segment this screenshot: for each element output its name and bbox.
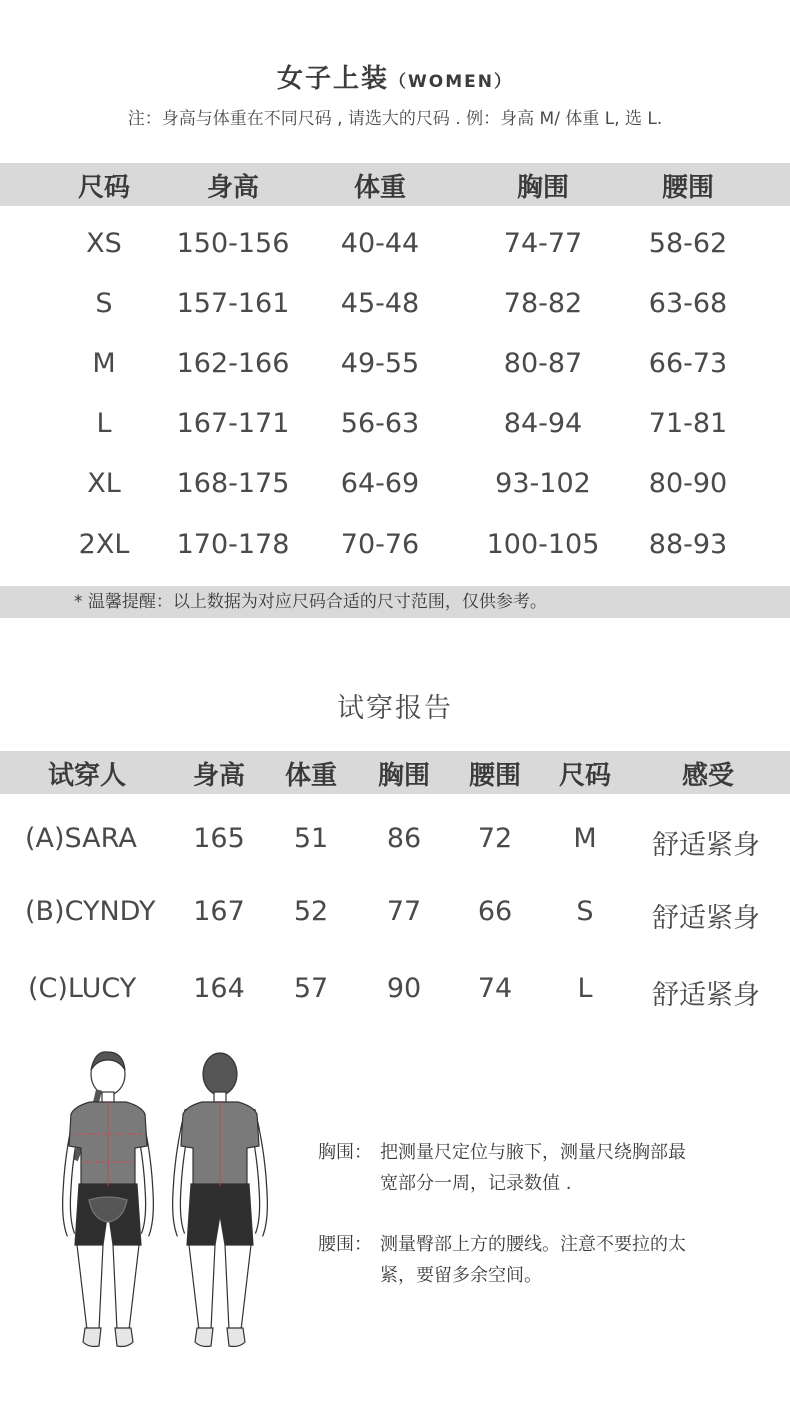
table-row xyxy=(0,288,790,322)
table-row xyxy=(0,228,790,262)
size-cell: L xyxy=(96,408,112,439)
feeling-cell: 舒适紧身 xyxy=(652,830,760,861)
figure-back-icon xyxy=(177,1053,264,1347)
waist-cell: 72 xyxy=(477,823,513,854)
size-header-chest: 胸围 xyxy=(516,173,570,203)
chest-cell: 100-105 xyxy=(486,529,600,560)
report-header-size: 尺码 xyxy=(558,761,612,791)
size-cell: XS xyxy=(86,228,122,259)
size-note: 注：身高与体重在不同尺码 , 请选大的尺码 . 例：身高 M/ 体重 L, 选 L. xyxy=(127,109,663,129)
weight-cell: 51 xyxy=(293,823,329,854)
table-row xyxy=(0,468,790,502)
waist-cell: 66 xyxy=(477,896,513,927)
title-main: 女子上装 xyxy=(277,64,390,94)
title-sub: （WOMEN） xyxy=(389,72,513,92)
table-row xyxy=(0,823,790,859)
weight-cell: 57 xyxy=(293,973,329,1004)
waist-cell: 80-90 xyxy=(648,468,728,499)
figure-front-icon xyxy=(67,1052,150,1347)
height-cell: 164 xyxy=(193,973,245,1004)
weight-cell: 52 xyxy=(293,896,329,927)
size-cell: XL xyxy=(87,468,121,499)
figures-illustration xyxy=(55,1050,285,1350)
reminder-text: * 温馨提醒：以上数据为对应尺码合适的尺寸范围，仅供参考。 xyxy=(74,592,547,612)
weight-cell: 49-55 xyxy=(340,348,420,379)
waist-cell: 66-73 xyxy=(648,348,728,379)
chest-cell: 93-102 xyxy=(495,468,591,499)
report-header-chest: 胸围 xyxy=(377,761,431,791)
size-header-height: 身高 xyxy=(206,173,260,203)
waist-cell: 74 xyxy=(477,973,513,1004)
size-header-waist: 腰围 xyxy=(661,173,715,203)
weight-cell: 70-76 xyxy=(340,529,420,560)
report-header-weight: 体重 xyxy=(284,761,338,791)
height-cell: 168-175 xyxy=(176,468,290,499)
chest-label: 胸围： xyxy=(318,1142,372,1163)
chest-cell: 74-77 xyxy=(503,228,583,259)
waist-description xyxy=(318,1229,768,1291)
page-title xyxy=(0,58,790,95)
weight-cell: 64-69 xyxy=(340,468,420,499)
chest-description xyxy=(318,1137,768,1199)
chest-cell: 77 xyxy=(386,896,422,927)
height-cell: 167-171 xyxy=(176,408,290,439)
chest-text-line2: 宽部分一周，记录数值 . xyxy=(380,1173,572,1194)
size-table-header xyxy=(0,163,790,206)
height-cell: 170-178 xyxy=(176,529,290,560)
size-cell: L xyxy=(577,973,593,1004)
chest-cell: 90 xyxy=(386,973,422,1004)
reminder-bar xyxy=(0,586,790,618)
chest-cell: 80-87 xyxy=(503,348,583,379)
height-cell: 165 xyxy=(193,823,245,854)
size-header-size: 尺码 xyxy=(77,173,131,203)
table-row xyxy=(0,348,790,382)
size-cell: S xyxy=(95,288,113,319)
waist-cell: 58-62 xyxy=(648,228,728,259)
chest-cell: 86 xyxy=(386,823,422,854)
waist-cell: 63-68 xyxy=(648,288,728,319)
feeling-cell: 舒适紧身 xyxy=(652,903,760,934)
report-header-person: 试穿人 xyxy=(47,761,127,791)
weight-cell: 56-63 xyxy=(340,408,420,439)
person-cell: (B)CYNDY xyxy=(25,896,156,927)
waist-text-line1: 测量臀部上方的腰线。注意不要拉的太 xyxy=(380,1234,686,1255)
waist-cell: 71-81 xyxy=(648,408,728,439)
report-table-header xyxy=(0,751,790,794)
size-cell: 2XL xyxy=(78,529,130,560)
chest-cell: 78-82 xyxy=(503,288,583,319)
person-cell: (C)LUCY xyxy=(28,973,137,1004)
person-cell: (A)SARA xyxy=(25,823,137,854)
report-header-waist: 腰围 xyxy=(468,761,522,791)
feeling-cell: 舒适紧身 xyxy=(652,980,760,1011)
table-row xyxy=(0,973,790,1009)
report-header-height: 身高 xyxy=(192,761,246,791)
height-cell: 162-166 xyxy=(176,348,290,379)
weight-cell: 45-48 xyxy=(340,288,420,319)
size-cell: S xyxy=(576,896,594,927)
waist-label: 腰围： xyxy=(318,1234,372,1255)
report-header-feeling: 感受 xyxy=(681,761,735,791)
size-cell: M xyxy=(573,823,597,854)
height-cell: 157-161 xyxy=(176,288,290,319)
chest-text-line1: 把测量尺定位与腋下，测量尺绕胸部最 xyxy=(380,1142,686,1163)
weight-cell: 40-44 xyxy=(340,228,420,259)
report-title: 试穿报告 xyxy=(337,693,453,724)
waist-cell: 88-93 xyxy=(648,529,728,560)
table-row xyxy=(0,529,790,563)
height-cell: 167 xyxy=(193,896,245,927)
table-row xyxy=(0,896,790,932)
waist-text-line2: 紧，要留多余空间。 xyxy=(380,1265,542,1286)
size-cell: M xyxy=(92,348,116,379)
table-row xyxy=(0,408,790,442)
height-cell: 150-156 xyxy=(176,228,290,259)
chest-cell: 84-94 xyxy=(503,408,583,439)
size-header-weight: 体重 xyxy=(353,173,407,203)
